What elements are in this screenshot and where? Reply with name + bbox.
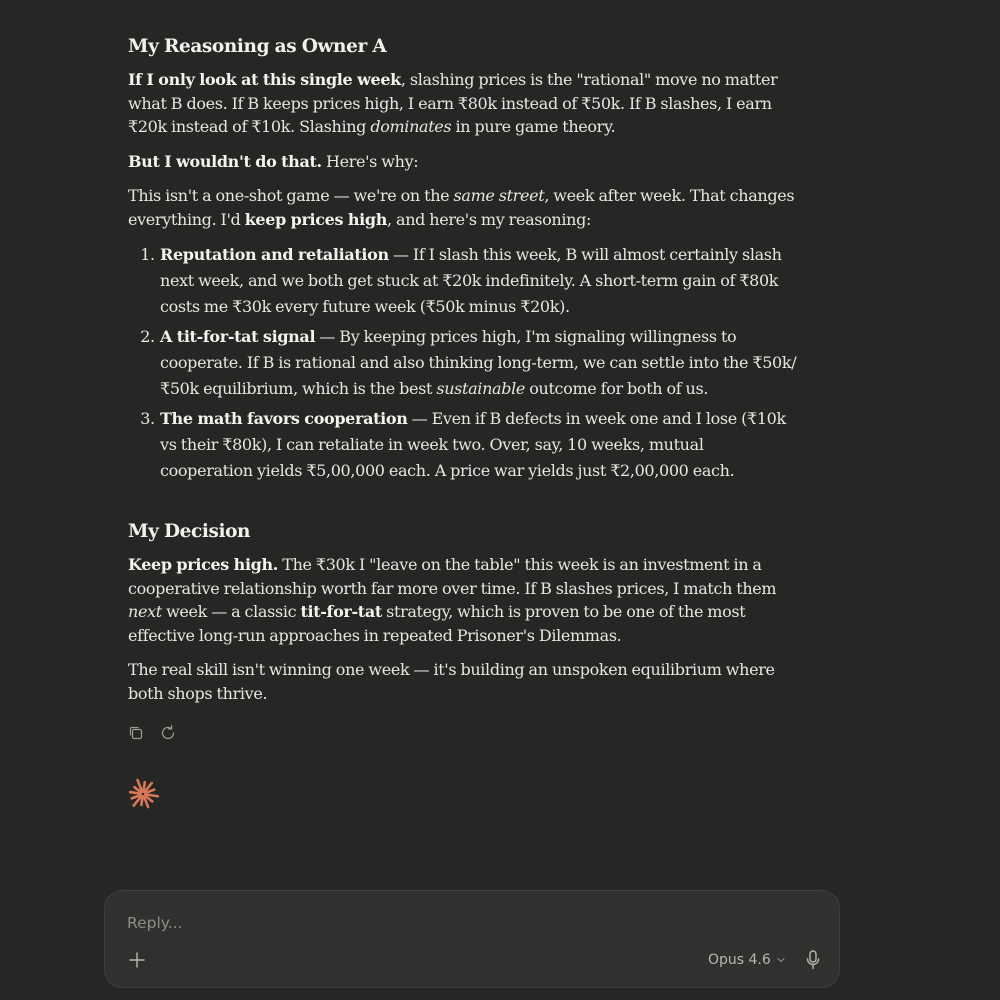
list-item [159,324,800,402]
message-actions [127,724,177,742]
assistant-message [128,34,800,716]
list-item [159,406,800,484]
text: in pure game theory. [451,117,616,136]
text: , and here's my reasoning: [387,209,592,229]
reply-input[interactable] [125,911,729,935]
italic-text: same street [453,186,545,205]
bold-text: keep prices high [244,209,388,229]
bold-text: The math favors cooperation [160,409,408,428]
microphone-icon[interactable] [804,949,822,971]
paragraph-but-why [128,150,800,174]
sparkle-icon [126,777,160,811]
text: Here's why: [321,151,419,171]
text: This isn't a one-shot game — we're on the [128,186,454,205]
text: — By keeping prices high, I'm signaling willingness to cooperate. If B is rational and also thinking long-term, we can settle into the ₹50k/₹50k equilibrium, which is the best [160,327,797,398]
reply-composer [104,890,840,988]
italic-text: dominates [370,117,452,136]
text: , week after week. That changes everything. I'd [128,186,795,229]
text: week — a classic [161,602,301,621]
plus-icon[interactable] [127,950,147,970]
bold-text: tit-for-tat [300,602,382,621]
text: — If I slash this week, B will almost certainly slash next week, and we both get stuck at ₹20k indefinitely. A short-term gain of ₹80k costs me ₹30k every future week (₹50k minus ₹20k). [160,245,782,316]
paragraph-repeated-game [128,184,800,231]
text: strategy, which is proven to be one of the most effective long-run approaches in repeated Prisoner's Dilemmas. [128,602,746,645]
copy-icon [128,725,144,741]
bold-text: Keep prices high. [128,555,279,574]
paragraph-keep-prices [128,553,800,647]
bold-text: If I only look at this single week [128,70,401,89]
section-heading-decision: My Decision [128,521,251,542]
paragraph-single-week [128,68,800,139]
bold-text: But I wouldn't do that. [128,151,322,171]
italic-text: sustainable [436,379,525,398]
model-label: Opus 4.6 [708,952,771,968]
bold-text: Reputation and retaliation [160,245,389,264]
retry-icon [159,724,177,742]
text: outcome for both of us. [525,379,709,398]
list-item [159,242,800,320]
retry-button[interactable] [159,724,177,742]
model-selector[interactable] [708,949,786,971]
text: , slashing prices is the "rational" move no matter what B does. If B keeps prices high, I earn ₹80k instead of ₹50k. If B slashes, I earn ₹20k instead of ₹10k. Slashing [128,70,778,136]
reasoning-list [128,242,800,484]
copy-button[interactable] [127,724,145,742]
paragraph-real-skill: The real skill isn't winning one week — it's building an unspoken equilibrium where both shops thrive. [128,660,775,703]
italic-text: next [128,602,162,621]
section-heading-reasoning: My Reasoning as Owner A [128,36,387,57]
text: — Even if B defects in week one and I lose (₹10k vs their ₹80k), I can retaliate in week two. Over, say, 10 weeks, mutual cooperation yields ₹5,00,000 each. A price war yields just ₹2,00,000 each. [160,409,786,480]
text: The ₹30k I "leave on the table" this week is an investment in a cooperative relationship worth far more over time. If B slashes prices, I match them [128,555,777,598]
chevron-down-icon [776,955,786,965]
bold-text: A tit-for-tat signal [160,327,316,346]
